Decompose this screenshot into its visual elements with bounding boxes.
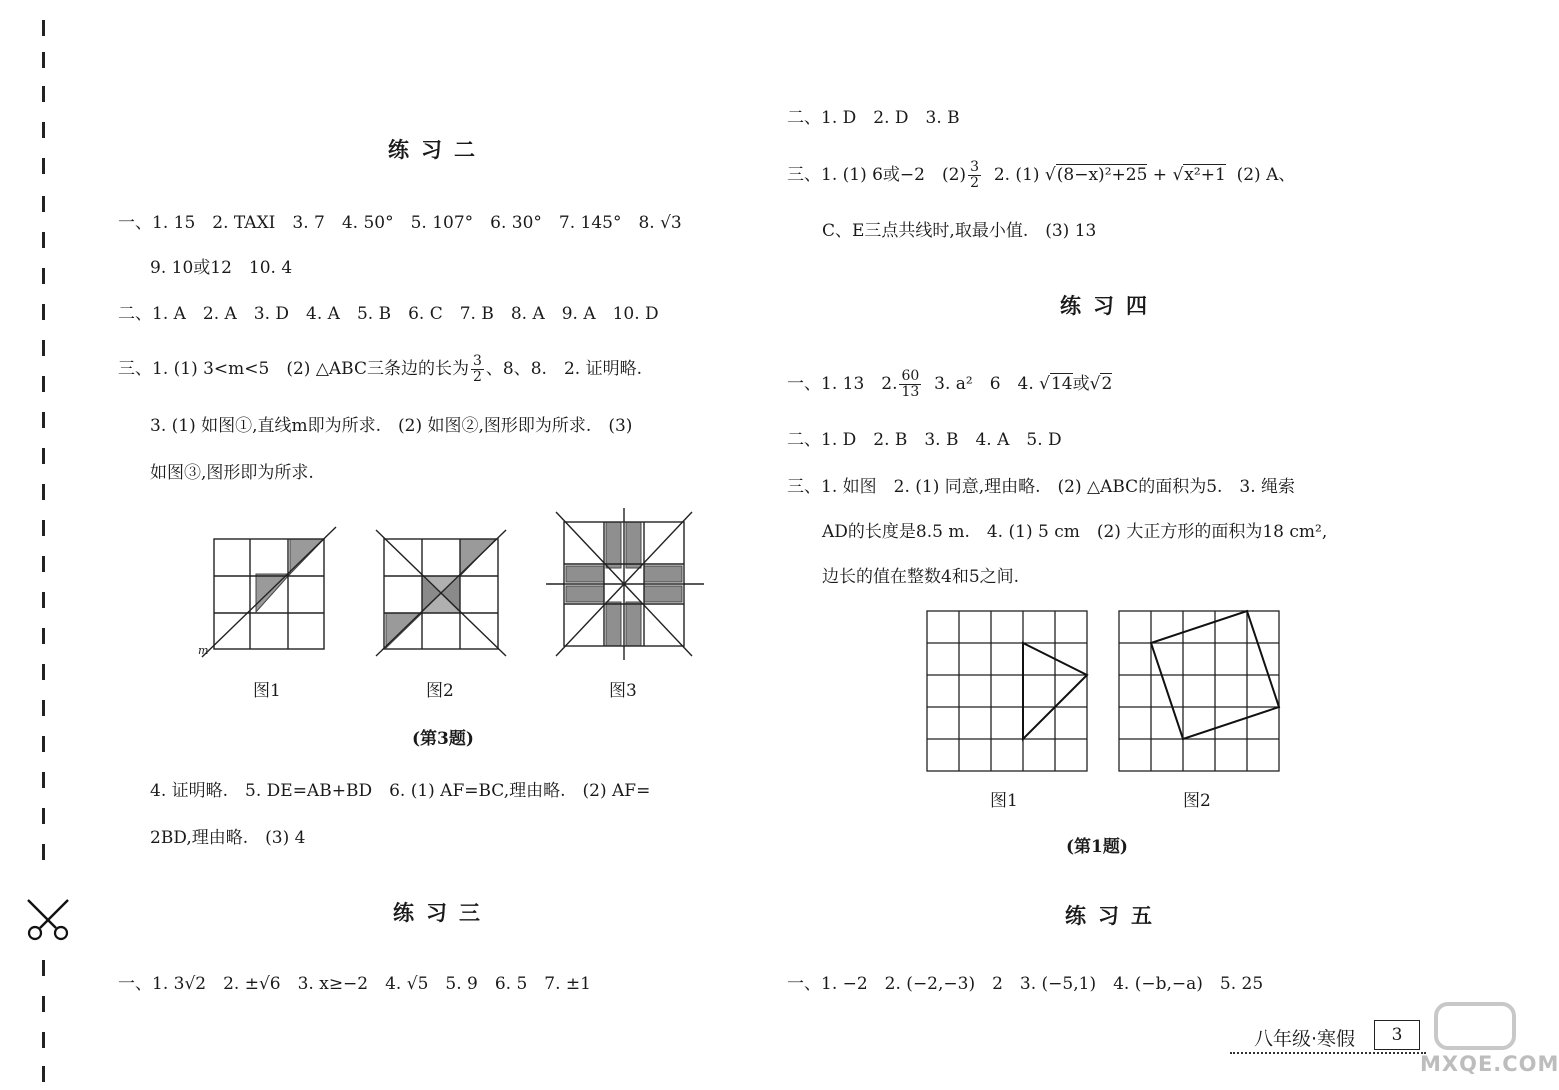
answer-line: 一、1. −2 2. (−2,−3) 2 3. (−5,1) 4. (−b,−a) 5. 25	[787, 974, 1264, 994]
figure-label: 图3	[609, 681, 637, 701]
answer-line: 2BD,理由略. (3) 4	[150, 828, 306, 848]
watermark-text: MXQE.COM	[1420, 1052, 1559, 1076]
answer-line: 三、1. (1) 3<m<5 (2) △ABC三条边的长为 $\frac{3}{2}$ 、8、8. 2. 证明略.	[118, 353, 642, 385]
figure-label: 图1	[990, 791, 1018, 811]
figure-3-grid	[546, 506, 704, 662]
page-number: 3	[1391, 1025, 1403, 1045]
figure-2-grid	[374, 522, 510, 658]
figure-label: 图1	[253, 681, 281, 701]
answer-line: 3. (1) 如图①,直线m即为所求. (2) 如图②,图形即为所求. (3)	[150, 416, 633, 436]
section-title-practice-5: 练习五	[1065, 903, 1164, 928]
answer-line: 如图③,图形即为所求.	[150, 463, 314, 483]
sqrt-expression: 2	[1101, 374, 1113, 394]
watermark-badge-icon	[1434, 1002, 1516, 1050]
answer-line: 二、1. D 2. D 3. B	[787, 108, 960, 128]
right-figure-1-grid	[926, 610, 1090, 772]
answer-line: 三、1. (1) 6或−2 (2) $\frac{3}{2}$ 2. (1) √(8−x)²+25 + √x²+1 (2) A、	[787, 159, 1296, 191]
answer-line: 一、1. 3√2 2. ±√6 3. x≥−2 4. √5 5. 9 6. 5 7. ±1	[118, 974, 591, 994]
page-number-box	[1374, 1020, 1420, 1050]
line-m-label: m	[198, 644, 209, 657]
fraction: $\frac{3}{2}$	[473, 353, 482, 385]
section-title-practice-4: 练习四	[1060, 293, 1159, 318]
fraction: $\frac{3}{2}$	[970, 159, 979, 191]
answer-line: 一、1. 13 2. $\frac{60}{13}$ 3. a² 6 4. √14或√2	[787, 368, 1113, 400]
right-figure-2-grid	[1118, 610, 1282, 772]
answer-line: 二、1. D 2. B 3. B 4. A 5. D	[787, 430, 1062, 450]
answer-line: 一、1. 15 2. TAXI 3. 7 4. 50° 5. 107° 6. 30° 7. 145° 8. √3	[118, 213, 682, 233]
watermark-logo	[1420, 1004, 1559, 1086]
answer-line: 9. 10或12 10. 4	[150, 258, 293, 278]
answer-line: 4. 证明略. 5. DE=AB+BD 6. (1) AF=BC,理由略. (2) AF=	[150, 781, 651, 801]
section-title-practice-3: 练习三	[393, 900, 492, 925]
figure-caption: (第3题)	[412, 729, 474, 749]
footer-dotted-rule	[1230, 1052, 1426, 1054]
answer-line: 二、1. A 2. A 3. D 4. A 5. B 6. C 7. B 8. A 9. A 10. D	[118, 304, 659, 324]
figure-label: 图2	[1183, 791, 1211, 811]
answer-line: 边长的值在整数4和5之间.	[822, 567, 1020, 587]
sqrt-expression: 14	[1050, 374, 1073, 394]
sqrt-expression: x²+1	[1184, 165, 1226, 185]
section-title-practice-2: 练习二	[388, 137, 487, 162]
sqrt-expression: (8−x)²+25	[1056, 165, 1148, 185]
answer-line: C、E三点共线时,取最小值. (3) 13	[822, 221, 1097, 241]
figure-caption: (第1题)	[1066, 837, 1128, 857]
footer-grade-label: 八年级·寒假	[1254, 1028, 1356, 1050]
fraction: $\frac{60}{13}$	[901, 368, 920, 400]
figure-label: 图2	[426, 681, 454, 701]
figure-1-grid	[198, 524, 348, 660]
scissors-icon	[22, 896, 74, 944]
answer-line: AD的长度是8.5 m. 4. (1) 5 cm (2) 大正方形的面积为18 cm²,	[822, 522, 1328, 542]
answer-line: 三、1. 如图 2. (1) 同意,理由略. (2) △ABC的面积为5. 3. 绳索	[787, 477, 1296, 497]
